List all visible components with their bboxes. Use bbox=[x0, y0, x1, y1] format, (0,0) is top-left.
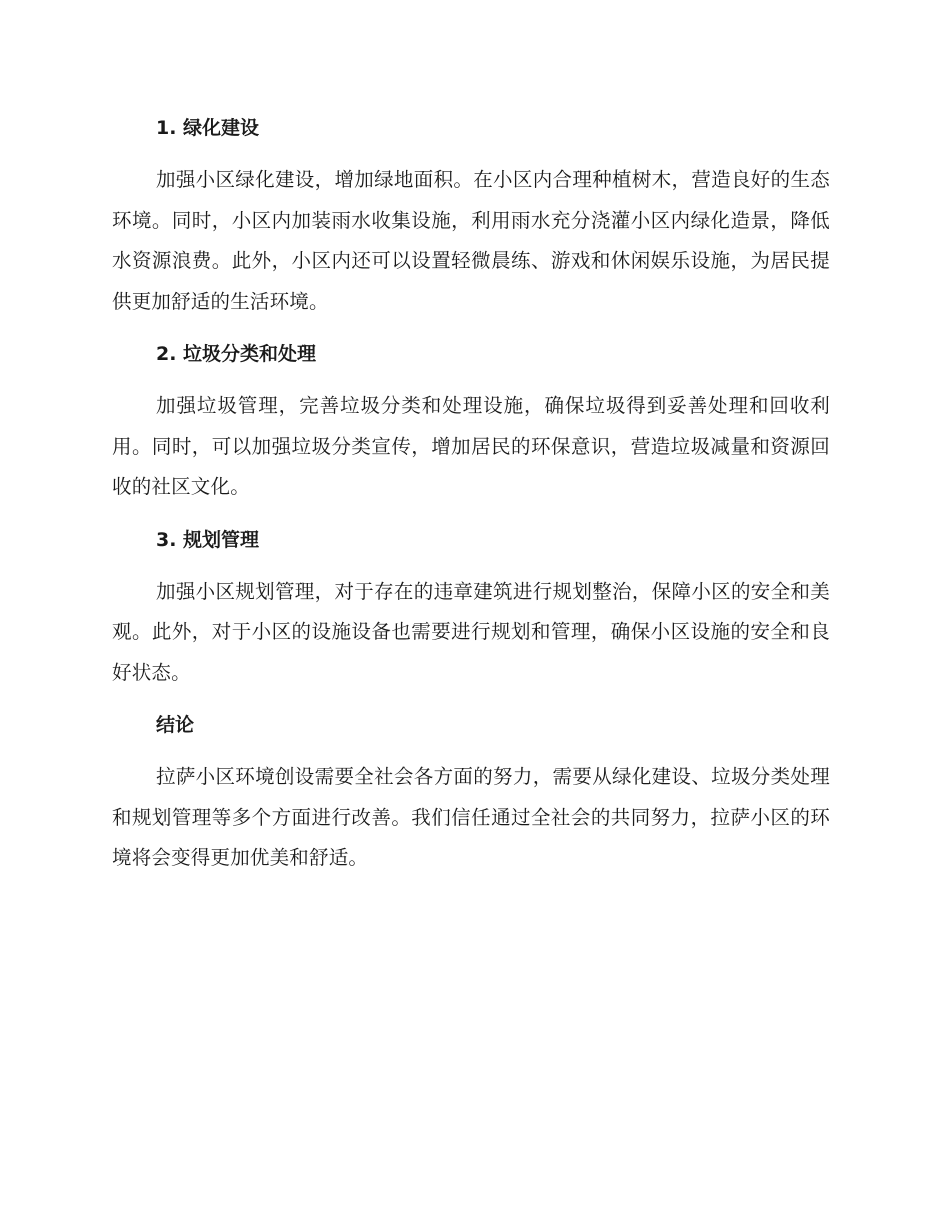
section-conclusion bbox=[112, 707, 830, 879]
section-greening bbox=[112, 110, 830, 322]
section-planning bbox=[112, 522, 830, 694]
section-paragraph: 拉萨小区环境创设需要全社会各方面的努力，需要从绿化建设、垃圾分类处理和规划管理等多个方面进行改善。我们信任通过全社会的共同努力，拉萨小区的环境将会变得更加优美和舒适。 bbox=[112, 765, 830, 869]
section-heading: 结论 bbox=[156, 714, 195, 736]
section-heading: 1. 绿化建设 bbox=[156, 117, 260, 139]
section-paragraph: 加强垃圾管理，完善垃圾分类和处理设施，确保垃圾得到妥善处理和回收利用。同时，可以加强垃圾分类宣传，增加居民的环保意识，营造垃圾减量和资源回收的社区文化。 bbox=[112, 394, 830, 498]
document-page bbox=[112, 110, 830, 879]
section-paragraph: 加强小区规划管理，对于存在的违章建筑进行规划整治，保障小区的安全和美观。此外，对于小区的设施设备也需要进行规划和管理，确保小区设施的安全和良好状态。 bbox=[112, 579, 830, 684]
section-heading: 2. 垃圾分类和处理 bbox=[156, 343, 317, 365]
section-waste-sorting bbox=[112, 336, 830, 508]
section-heading: 3. 规划管理 bbox=[156, 528, 260, 551]
section-paragraph: 加强小区绿化建设，增加绿地面积。在小区内合理种植树木，营造良好的生态环境。同时，小区内加装雨水收集设施，利用雨水充分浇灌小区内绿化造景，降低水资源浪费。此外，小区内还可以设置轻微晨练、游戏和休闲娱乐设施，为居民提供更加舒适的生活环境。 bbox=[112, 168, 830, 313]
